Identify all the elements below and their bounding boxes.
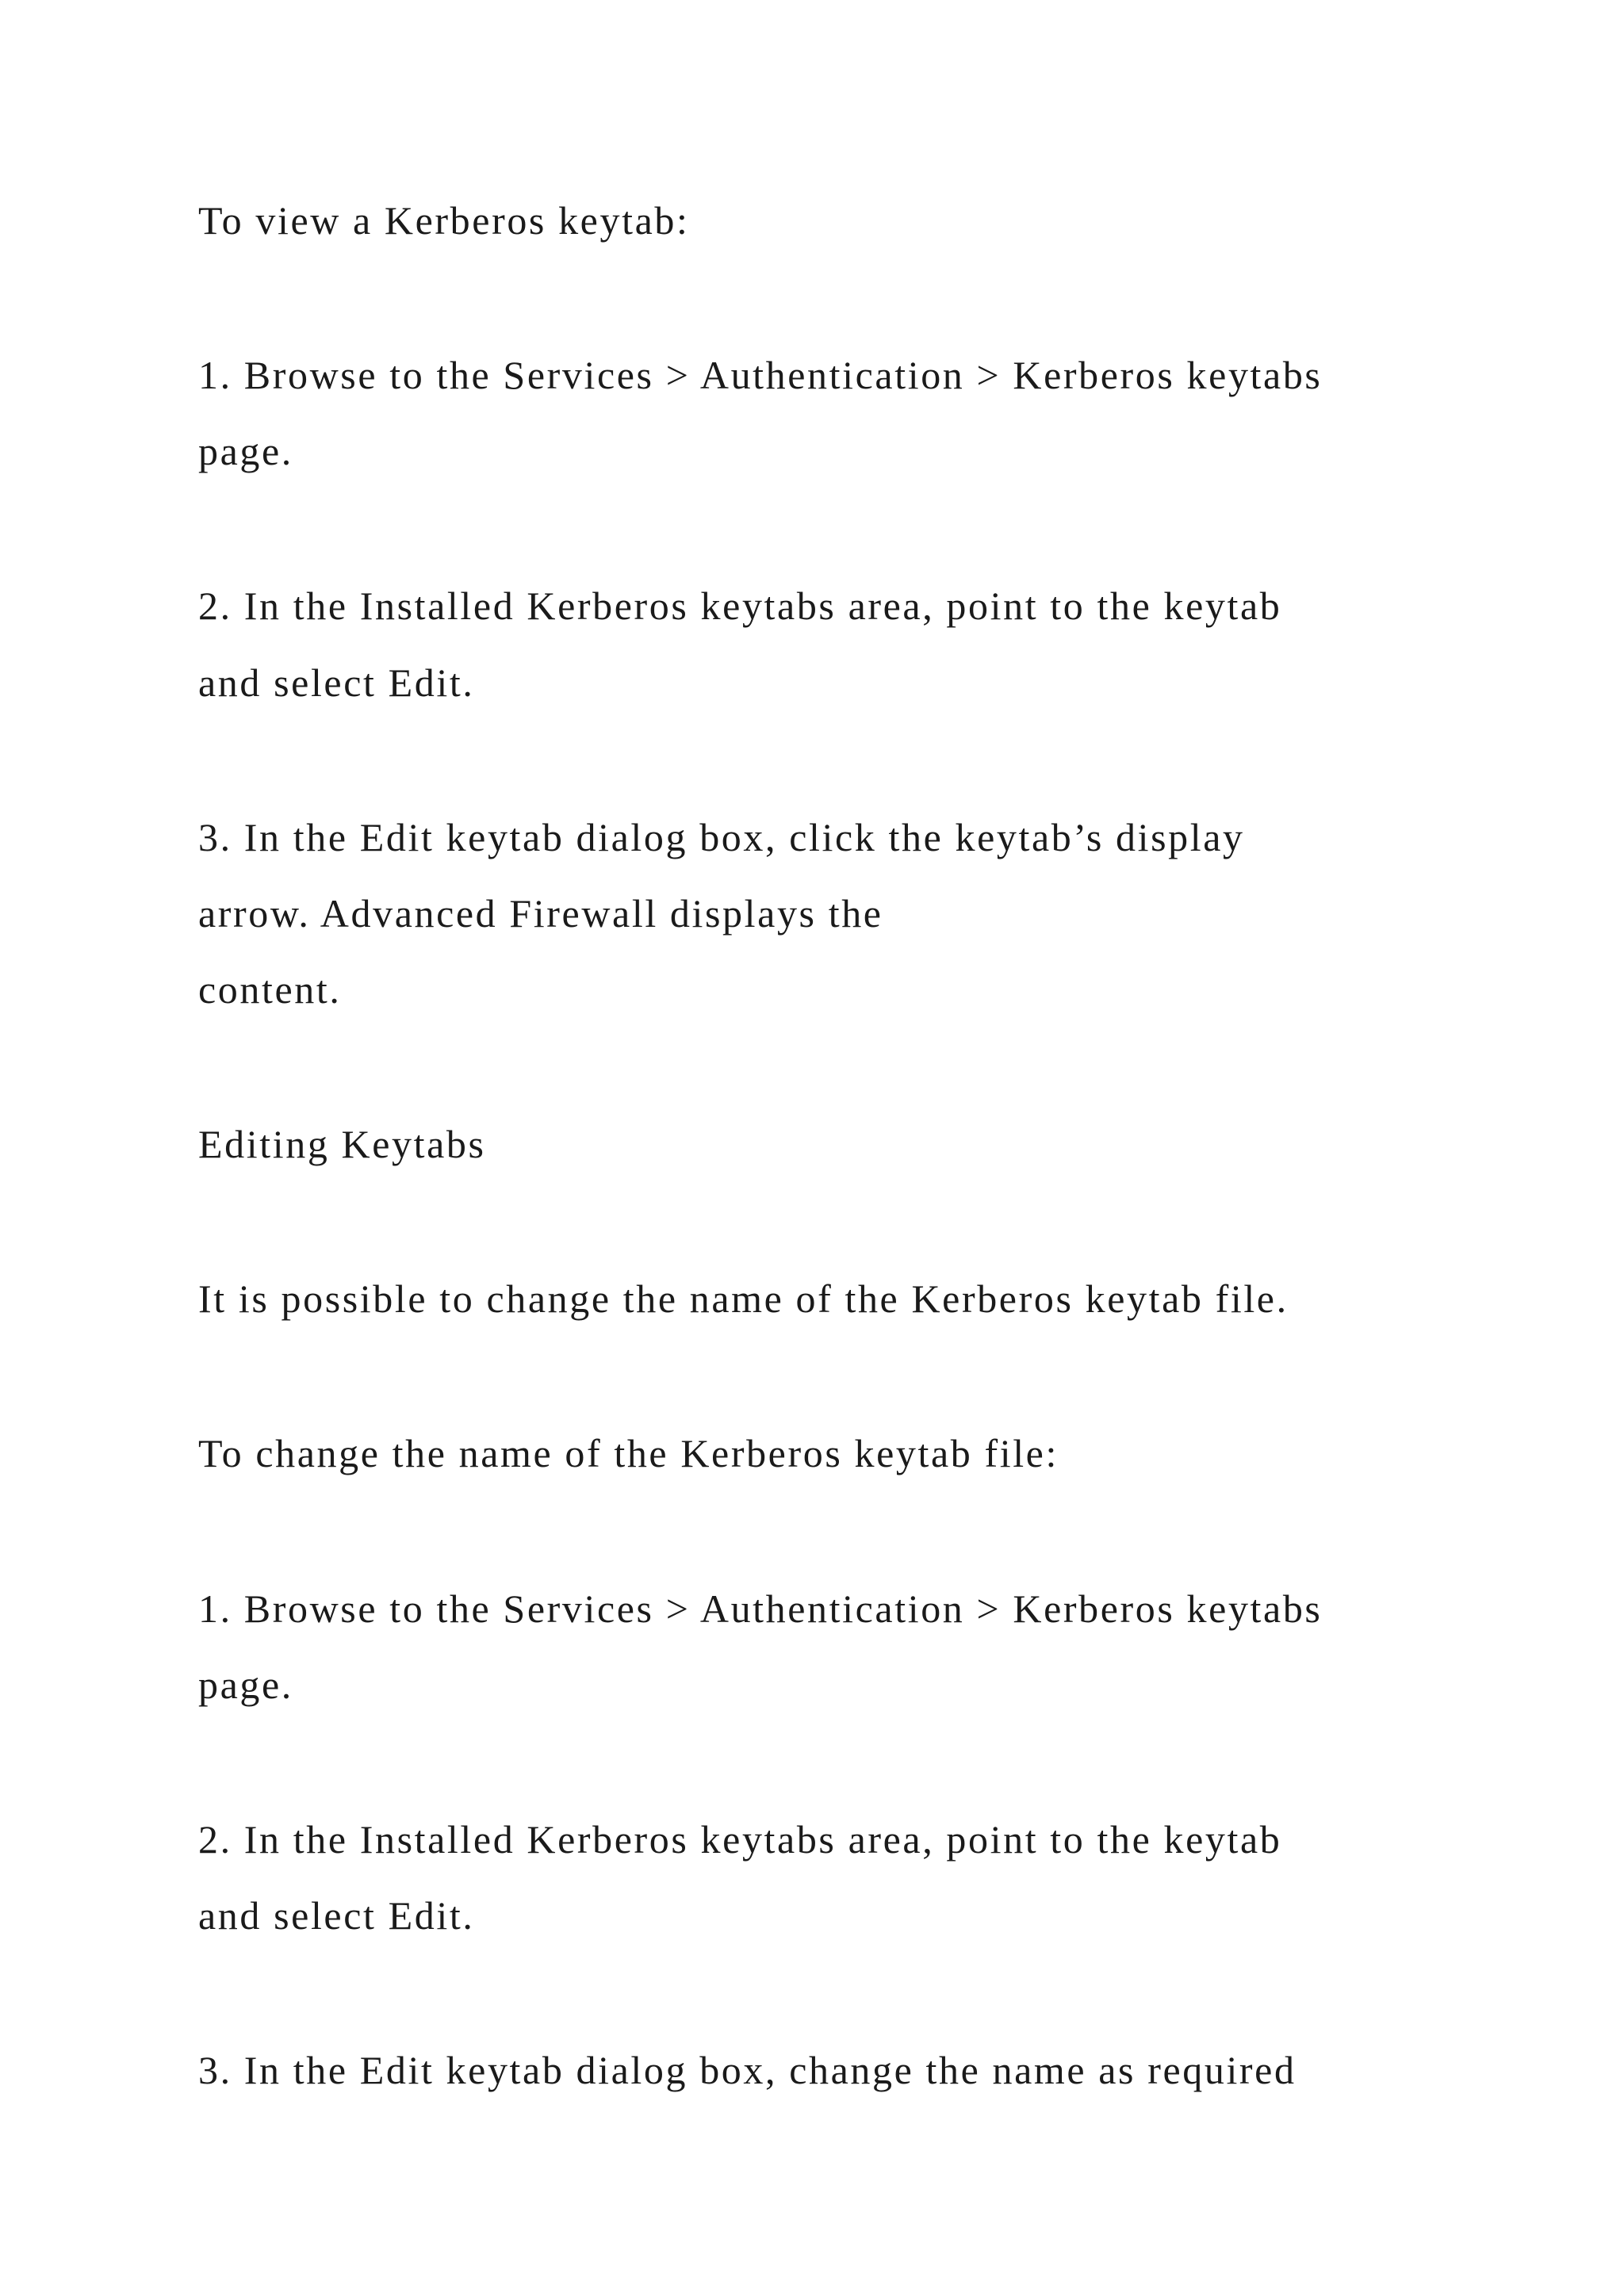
step-2b-line-2: and select Edit. xyxy=(198,1893,475,1938)
intro-heading-change-name: To change the name of the Kerberos keytab file: xyxy=(198,1431,1059,1475)
step-1b-line-2: page. xyxy=(198,1663,293,1707)
step-2-line-1: 2. In the Installed Kerberos keytabs area, point to the keytab xyxy=(198,584,1282,628)
step-3-line-3: content. xyxy=(198,967,342,1012)
step-1-line-1: 1. Browse to the Services > Authentication > Kerberos keytabs xyxy=(198,353,1323,397)
step-3-line-2: arrow. Advanced Firewall displays the xyxy=(198,891,883,936)
section-heading-editing-keytabs: Editing Keytabs xyxy=(198,1122,486,1166)
intro-heading-view-keytab: To view a Kerberos keytab: xyxy=(198,198,690,243)
editing-intro-paragraph: It is possible to change the name of the Kerberos keytab file. xyxy=(198,1276,1289,1321)
step-2-line-2: and select Edit. xyxy=(198,660,475,705)
step-3-line-1: 3. In the Edit keytab dialog box, click the keytab’s display xyxy=(198,815,1245,859)
step-2b-line-1: 2. In the Installed Kerberos keytabs area, point to the keytab xyxy=(198,1817,1282,1862)
step-3b-line-1: 3. In the Edit keytab dialog box, change the name as required xyxy=(198,2048,1297,2092)
step-1b-line-1: 1. Browse to the Services > Authentication > Kerberos keytabs xyxy=(198,1586,1323,1631)
step-1-line-2: page. xyxy=(198,429,293,473)
